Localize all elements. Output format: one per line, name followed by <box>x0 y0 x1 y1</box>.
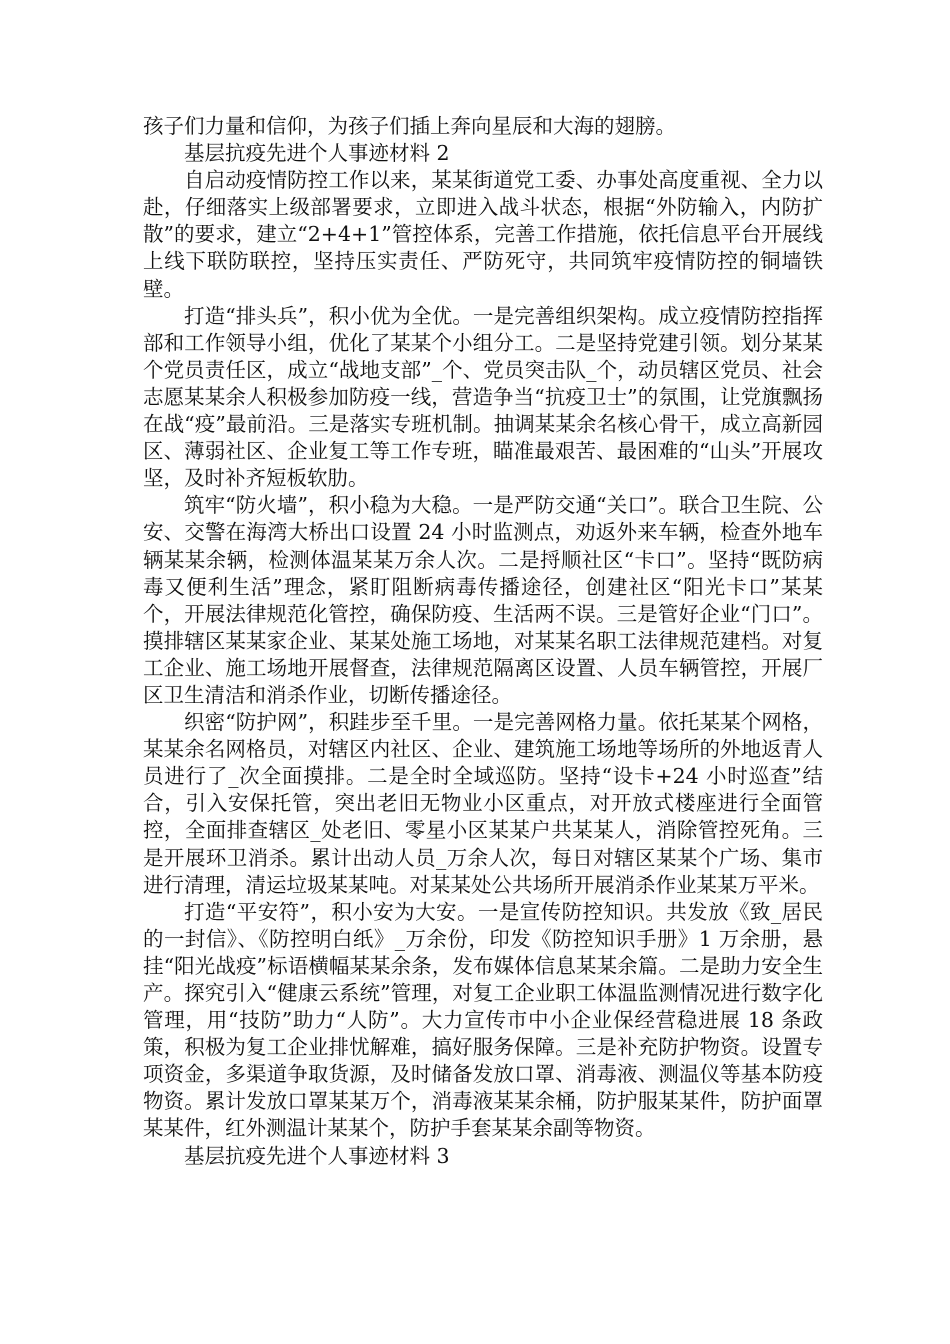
paragraph-organization: 打造“排头兵”，积小优为全优。一是完善组织架构。成立疫情防控指挥部和工作领导小组，优化了某某个小组分工。二是坚持党建引领。划分某某个党员责任区，成立“战地支部”_个、党员突击队_个，动员辖区党员、社会志愿某某余人积极参加防疫一线，营造争当“抗疫卫士”的氛围，让党旗飘扬在战“疫”最前沿。三是落实专班机制。抽调某某余名核心骨干，成立高新园区、薄弱社区、企业复工等工作专班，瞄准最艰苦、最困难的“山头”开展攻坚，及时补齐短板软肋。 <box>143 303 823 491</box>
document-body <box>143 113 823 1170</box>
section-heading-2: 基层抗疫先进个人事迹材料 2 <box>184 141 450 166</box>
intro-tail-text: 孩子们力量和信仰，为孩子们插上奔向星辰和大海的翅膀。 <box>143 114 676 138</box>
paragraph-firewall: 筑牢“防火墙”，积小稳为大稳。一是严防交通“关口”。联合卫生院、公安、交警在海湾大桥出口设置 24 小时监测点，劝返外来车辆，检查外地车辆某某余辆，检测体温某某万余人次。二是捋顺社区“卡口”。坚持“既防病毒又便利生活”理念，紧盯阻断病毒传播途径，创建社区“阳光卡口”某某个，开展法律规范化管控，确保防疫、生活两不误。三是管好企业“门口”。摸排辖区某某家企业、某某处施工场地，对某某名职工法律规范建档。对复工企业、施工场地开展督查，法律规范隔离区设置、人员车辆管控，开展厂区卫生清洁和消杀作业，切断传播途径。 <box>143 493 823 707</box>
paragraph-protection-net: 织密“防护网”，积跬步至千里。一是完善网格力量。依托某某个网格，某某余名网格员，对辖区内社区、企业、建筑施工场地等场所的外地返青人员进行了_次全面摸排。二是全时全域巡防。坚持“设卡+24 小时巡查”结合，引入安保托管，突出老旧无物业小区重点，对开放式楼座进行全面管控，全面排查辖区_处老旧、零星小区某某户共某某人，消除管控死角。三是开展环卫消杀。累计出动人员_万余人次，每日对辖区某某个广场、集市进行清理，清运垃圾某某吨。对某某处公共场所开展消杀作业某某万平米。 <box>143 710 823 897</box>
section-heading-3: 基层抗疫先进个人事迹材料 3 <box>184 1143 450 1168</box>
paragraph-overview: 自启动疫情防控工作以来，某某街道党工委、办事处高度重视、全力以赴，仔细落实上级部署要求，立即进入战斗状态，根据“外防输入，内防扩散”的要求，建立“2+4+1”管控体系，完善工作措施，依托信息平台开展线上线下联防联控，坚持压实责任、严防死守，共同筑牢疫情防控的铜墙铁壁。 <box>143 168 823 301</box>
paragraph-safety: 打造“平安符”，积小安为大安。一是宣传防控知识。共发放《致_居民的一封信》、《防控明白纸》_万余份，印发《防控知识手册》1 万余册，悬挂“阳光战疫”标语横幅某某余条，发布媒体信息某某余篇。二是助力安全生产。探究引入“健康云系统”管理，对复工企业职工体温监测情况进行数字化管理，用“技防”助力“人防”。大力宣传市中小企业保经营稳进展 18 条政策，积极为复工企业排忧解难，搞好服务保障。三是补充防护物资。设置专项资金，多渠道争取货源，及时储备发放口罩、消毒液、测温仪等基本防疫物资。累计发放口罩某某万个，消毒液某某余桶，防护服某某件，防护面罩某某件，红外测温计某某个，防护手套某某余副等物资。 <box>143 899 823 1141</box>
